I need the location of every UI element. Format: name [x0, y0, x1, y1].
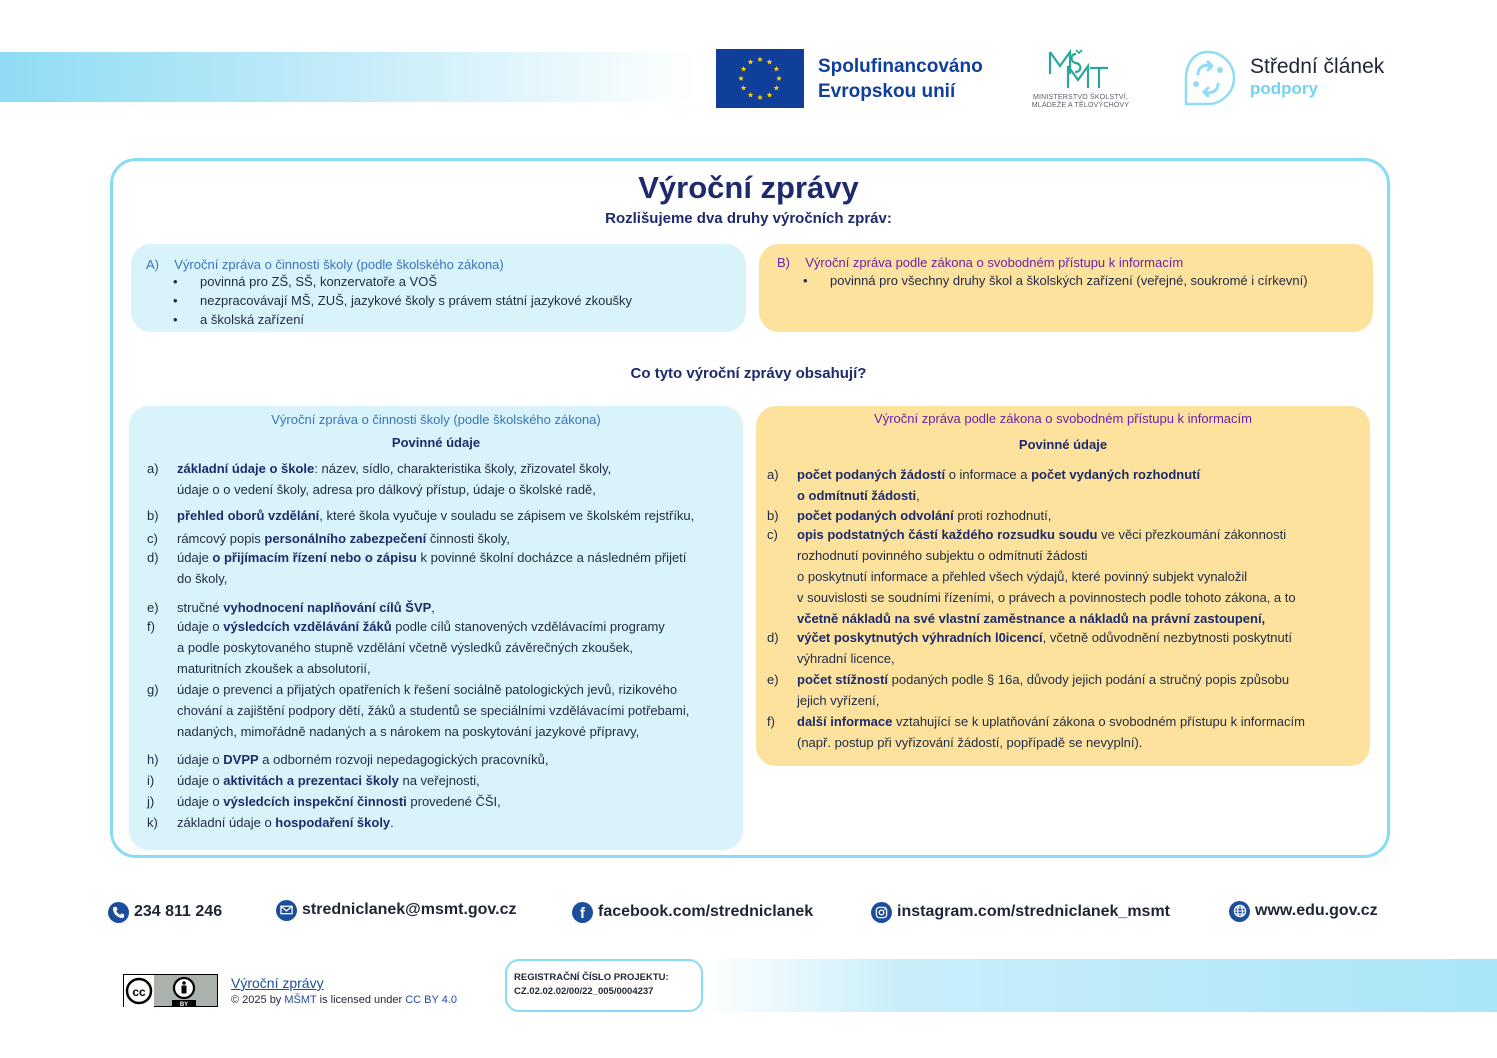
contact-web[interactable]: [1229, 898, 1378, 924]
list-item-line: [797, 732, 1305, 753]
list-item: [767, 669, 1290, 711]
eu-line-1: Spolufinancováno: [818, 56, 983, 77]
sc-title: Střední článek: [1250, 55, 1385, 78]
list-item: [767, 464, 1201, 506]
emphasis-text: přehled oborů vzdělání: [177, 508, 320, 523]
list-item-label: k): [147, 815, 158, 830]
list-item-label: f): [767, 714, 775, 729]
body-text: údaje o: [177, 619, 224, 634]
list-item-line: [797, 545, 1296, 566]
facebook-text: facebook.com/stredniclanek: [598, 903, 814, 920]
list-item-line: [797, 485, 1200, 506]
license-mid: is licensed under: [316, 994, 406, 1006]
list-item-label: d): [147, 550, 159, 565]
content-question: Co tyto výroční zprávy obsahují?: [630, 365, 867, 382]
list-item: [767, 524, 1296, 629]
footer-gradient-band: [700, 959, 1497, 1012]
list-item: [767, 505, 1052, 526]
list-item-line: [177, 700, 689, 721]
content-a-heading: Výroční zpráva o činnosti školy (podle školského zákona): [271, 412, 601, 427]
emphasis-text: opis podstatných částí každého rozsudku soudu: [797, 527, 1098, 542]
list-item-line: [177, 679, 689, 700]
type-b-label: B): [777, 255, 790, 270]
body-text: údaje o o vedení školy, adresa pro dálkový přístup, údaje o školské radě,: [177, 482, 596, 497]
emphasis-text: výsledcích vzdělávání žáků: [223, 619, 392, 634]
list-item-line: [177, 658, 665, 679]
list-item-line: [177, 597, 435, 618]
registration-label: REGISTRAČNÍ ČÍSLO PROJEKTU:: [514, 972, 669, 983]
list-item-label: i): [147, 773, 155, 788]
body-text: provedené ČŠI,: [406, 794, 501, 809]
body-text: výhradní licence,: [797, 651, 895, 666]
list-item-label: c): [767, 527, 778, 542]
content-b-heading: Výroční zpráva podle zákona o svobodném přístupu k informacím: [874, 411, 1252, 426]
body-text: základní údaje o: [177, 815, 276, 830]
eu-line-2: Evropskou unií: [818, 81, 956, 102]
type-a-summary-box: [131, 244, 746, 332]
list-item-line: [797, 587, 1296, 608]
body-text: chování a zajištění podpory dětí, žáků a studentů se speciálními vzdělávacími potřebami,: [177, 703, 690, 718]
type-a-content-box: [129, 406, 743, 850]
cc-by-license-badge-icon: [123, 974, 218, 1007]
list-item: [147, 616, 665, 679]
list-item: [147, 679, 690, 742]
email-icon: [276, 900, 297, 921]
web-text: www.edu.gov.cz: [1255, 902, 1378, 919]
emphasis-text: základní údaje o škole: [177, 461, 315, 476]
emphasis-text: počet vydaných rozhodnutí: [1031, 467, 1201, 482]
svg-text:BY: BY: [179, 1002, 189, 1008]
list-item-line: [797, 669, 1289, 690]
list-item-label: a): [767, 467, 779, 482]
page-subtitle: Rozlišujeme dva druhy výročních zpráv:: [605, 210, 892, 227]
contact-email[interactable]: [276, 897, 516, 923]
type-a-label: A): [146, 257, 159, 272]
list-item-line: [797, 627, 1292, 648]
type-b-summary-box: [759, 244, 1373, 332]
license-statement: [231, 994, 457, 1006]
list-item-line: [797, 608, 1296, 629]
list-item-line: [177, 749, 548, 770]
msmt-mark-icon: [1046, 48, 1110, 90]
list-item-line: [797, 524, 1296, 545]
body-text: rámcový popis: [177, 531, 265, 546]
list-item-label: j): [147, 794, 155, 809]
contact-instagram[interactable]: [871, 899, 1170, 925]
body-text: jejich vyřízení,: [797, 693, 880, 708]
msmt-name-line-1: MINISTERSTVO ŠKOLSTVÍ,: [1032, 94, 1129, 101]
emphasis-text: další informace: [797, 714, 893, 729]
body-text: v souvislosti se soudními řízeními, o právech a povinnostech podle tohoto zákona, a to: [797, 590, 1296, 605]
phone-icon: [108, 902, 129, 923]
type-a-bullet: • povinná pro ZŠ, SŠ, konzervatoře a VOŠ: [200, 274, 437, 289]
license-prefix: © 2025 by: [231, 994, 285, 1006]
body-text: na veřejnosti,: [398, 773, 480, 788]
svg-text:cc: cc: [132, 985, 146, 999]
phone-text: 234 811 246: [134, 903, 223, 920]
type-a-heading: [146, 257, 504, 272]
list-item: [147, 770, 480, 791]
list-item-line: [177, 770, 480, 791]
body-text: stručné: [177, 600, 224, 615]
type-a-bullet: • a školská zařízení: [200, 312, 304, 327]
page-title: Výroční zprávy: [638, 170, 859, 205]
body-text: a odborném rozvoji nepedagogických pracovníků,: [258, 752, 549, 767]
list-item: [147, 791, 501, 812]
list-item-label: c): [147, 531, 158, 546]
body-text: o informace a: [945, 467, 1032, 482]
facebook-icon: f: [572, 902, 593, 923]
eu-cofinanced-text: [818, 54, 983, 104]
list-item-label: g): [147, 682, 159, 697]
contact-facebook[interactable]: [572, 899, 813, 925]
list-item-line: [797, 566, 1296, 587]
body-text: k povinné školní docházce a následném přijetí: [416, 550, 687, 565]
list-item-line: [177, 791, 501, 812]
body-text: : název, sídlo, charakteristika školy, zřizovatel školy,: [314, 461, 612, 476]
sc-subtitle: podpory: [1250, 79, 1318, 98]
list-item: [147, 458, 612, 500]
registration-number: CZ.02.02.02/00/22_005/0004237: [514, 986, 654, 997]
type-b-heading-text: Výroční zpráva podle zákona o svobodném přístupu k informacím: [805, 255, 1184, 270]
list-item-label: b): [147, 508, 159, 523]
body-text: podaných podle § 16a, důvody jejich podání a stručný popis způsobu: [888, 672, 1290, 687]
body-text: činnosti školy,: [426, 531, 510, 546]
body-text: a podle poskytovaného stupně vzdělání včetně výsledků závěrečných zkoušek,: [177, 640, 633, 655]
type-b-content-box: [756, 406, 1370, 766]
emphasis-text: počet podaných žádostí: [797, 467, 946, 482]
registration-number-box: [505, 959, 703, 1012]
type-a-bullet: • nezpracovávají MŠ, ZUŠ, jazykové školy s právem státní jazykové zkoušky: [200, 293, 632, 308]
body-text: ve věci přezkoumání zákonnosti: [1097, 527, 1287, 542]
list-item-label: a): [147, 461, 159, 476]
emphasis-text: počet podaných odvolání: [797, 508, 954, 523]
body-text: údaje: [177, 550, 213, 565]
body-text: proti rozhodnutí,: [953, 508, 1052, 523]
list-item-label: b): [767, 508, 779, 523]
content-a-subheading: Povinné údaje: [391, 435, 481, 450]
body-text: ,: [916, 488, 920, 503]
license-name-link[interactable]: CC BY 4.0: [405, 994, 458, 1006]
list-item-line: [177, 505, 694, 526]
body-text: , včetně odůvodnění nezbytnosti poskytnutí: [1042, 630, 1292, 645]
header-gradient-band: [0, 52, 700, 102]
list-item-line: [177, 616, 665, 637]
type-a-heading-text: Výroční zpráva o činnosti školy (podle školského zákona): [174, 257, 504, 272]
list-item: [147, 597, 435, 618]
stredni-clanek-wordmark: [1250, 56, 1384, 100]
list-item: [767, 711, 1305, 753]
list-item-line: [177, 547, 686, 568]
body-text: údaje o: [177, 773, 224, 788]
stredni-clanek-logo-icon: [1178, 48, 1238, 108]
list-item: [147, 547, 687, 589]
body-text: údaje o: [177, 794, 224, 809]
body-text: .: [390, 815, 394, 830]
eu-flag-icon: [716, 49, 804, 108]
body-text: rozhodnutí povinného subjektu o odmítnutí žádosti: [797, 548, 1088, 563]
list-item-label: d): [767, 630, 779, 645]
emphasis-text: hospodaření školy: [275, 815, 391, 830]
list-item-label: e): [767, 672, 779, 687]
list-item-line: [797, 464, 1200, 485]
contact-phone[interactable]: [108, 899, 222, 925]
emphasis-text: počet stížností: [797, 672, 889, 687]
list-item-line: [177, 721, 689, 742]
list-item-label: f): [147, 619, 155, 634]
emphasis-text: vyhodnocení naplňování cílů ŠVP: [223, 600, 432, 615]
list-item: [147, 505, 695, 526]
list-item-line: [797, 711, 1305, 732]
list-item-line: [797, 648, 1292, 669]
list-item: [147, 812, 394, 833]
list-item: [767, 627, 1292, 669]
license-work-title-link[interactable]: Výroční zprávy: [231, 975, 324, 991]
type-b-heading: [777, 255, 1183, 270]
msmt-name-line-2: MLÁDEŽE A TĚLOVÝCHOVY: [1031, 102, 1130, 109]
list-item-line: [177, 458, 611, 479]
list-item-line: [797, 690, 1289, 711]
list-item: [147, 528, 510, 549]
body-text: (např. postup při vyřizování žádostí, popřípadě se nevyplní).: [797, 735, 1143, 750]
license-author-link[interactable]: MŠMT: [284, 994, 317, 1006]
list-item-line: [177, 528, 510, 549]
emphasis-text: včetně nákladů na své vlastní zaměstnance a nákladů na právní zastoupení,: [797, 611, 1266, 626]
body-text: údaje o prevenci a přijatých opatřeních k řešení sociálně patologických jevů, rizikového: [177, 682, 678, 697]
globe-icon: [1229, 901, 1250, 922]
instagram-text: instagram.com/stredniclanek_msmt: [897, 903, 1170, 920]
emphasis-text: o odmítnutí žádosti: [797, 488, 917, 503]
content-b-subheading: Povinné údaje: [1018, 437, 1108, 452]
body-text: údaje o: [177, 752, 224, 767]
list-item-label: h): [147, 752, 159, 767]
instagram-icon: [871, 902, 892, 923]
body-text: vztahující se k uplatňování zákona o svobodném přístupu k informacím: [892, 714, 1305, 729]
body-text: maturitních zkoušek a absolutorií,: [177, 661, 371, 676]
body-text: nadaných, mimořádně nadaných a s nárokem na poskytování jazykové přípravy,: [177, 724, 640, 739]
body-text: podle cílů stanovených vzdělávacími programy: [391, 619, 665, 634]
email-text: stredniclanek@msmt.gov.cz: [302, 901, 517, 918]
list-item-line: [177, 479, 611, 500]
emphasis-text: o přijímacím řízení nebo o zápisu: [212, 550, 417, 565]
msmt-logo: [1018, 48, 1143, 110]
list-item: [147, 749, 549, 770]
body-text: , které škola vyučuje v souladu se zápisem ve školském rejstříku,: [319, 508, 695, 523]
emphasis-text: výsledcích inspekční činnosti: [223, 794, 407, 809]
body-text: ,: [431, 600, 435, 615]
emphasis-text: personálního zabezpečení: [264, 531, 427, 546]
list-item-label: e): [147, 600, 159, 615]
list-item-line: [797, 505, 1051, 526]
type-b-bullet: • povinná pro všechny druhy škol a školských zařízení (veřejné, soukromé i církevní): [830, 273, 1308, 288]
body-text: o poskytnutí informace a přehled všech výdajů, které povinný subjekt vynaložil: [797, 569, 1248, 584]
list-item-line: [177, 637, 665, 658]
emphasis-text: výčet poskytnutých výhradních l0icencí: [797, 630, 1043, 645]
emphasis-text: DVPP: [223, 752, 259, 767]
list-item-line: [177, 568, 686, 589]
emphasis-text: aktivitách a prezentaci školy: [223, 773, 399, 788]
list-item-line: [177, 812, 394, 833]
body-text: do školy,: [177, 571, 228, 586]
